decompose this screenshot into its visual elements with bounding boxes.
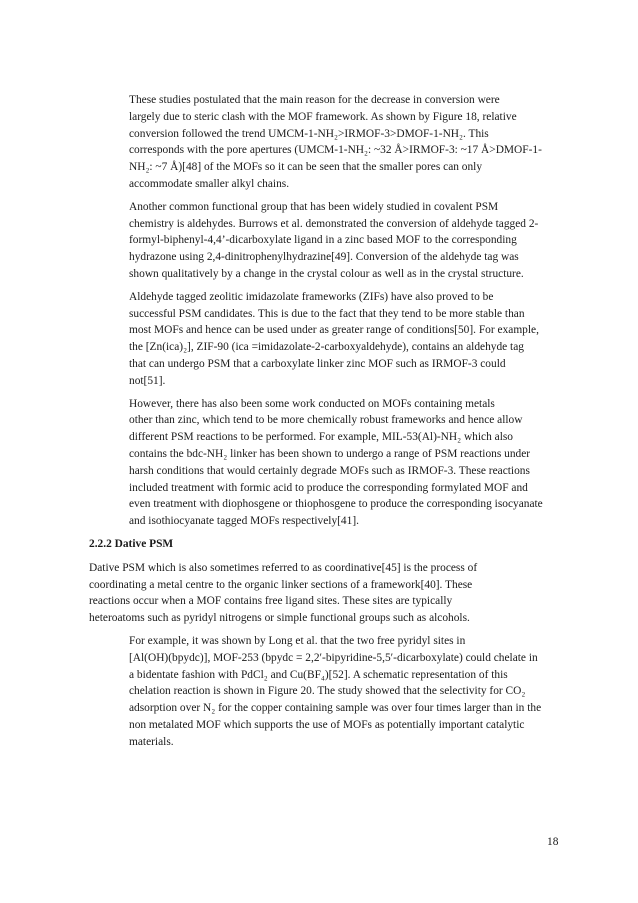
text-line: Dative PSM which is also sometimes referred to as coordinative[45] is the process of — [89, 561, 478, 574]
text-line: However, there has also been some work conducted on MOFs containing metals — [129, 397, 495, 410]
text-line: contains the bdc-NH₂ linker has been shown to undergo a range of PSM reactions under — [129, 447, 531, 460]
text-line: and isothiocyanate tagged MOFs respectively[41]. — [129, 515, 359, 528]
text-line: hydrazone using 2,4-dinitrophenylhydrazine[49]. Conversion of the aldehyde tag was — [129, 251, 519, 264]
text-line: chemistry is aldehydes. Burrows et al. demonstrated the conversion of aldehyde tagged 2- — [129, 217, 539, 230]
text-line: a bidentate fashion with PdCl₂ and Cu(BF₄)[52]. A schematic representation of this — [129, 668, 508, 681]
text-line: chelation reaction is shown in Figure 20. The study showed that the selectivity for CO₂ — [129, 685, 526, 698]
text-line: coordinating a metal centre to the organic linker sections of a framework[40]. These — [89, 578, 473, 591]
text-line: most MOFs and hence can be used under as greater range of conditions[50]. For example, — [129, 324, 539, 337]
text-line: Aldehyde tagged zeolitic imidazolate frameworks (ZIFs) have also proved to be — [129, 290, 494, 303]
page-content — [89, 92, 559, 756]
paragraph-zifs — [89, 289, 559, 390]
text-line: the [Zn(ica)₂], ZIF-90 (ica =imidazolate-2-carboxyaldehyde), contains an aldehyde tag — [129, 341, 524, 354]
text-line: different PSM reactions to be performed. For example, MIL-53(Al)-NH₂ which also — [129, 431, 513, 444]
text-line: Another common functional group that has been widely studied in covalent PSM — [129, 200, 499, 213]
text-line: reactions occur when a MOF contains free ligand sites. These sites are typically — [89, 595, 453, 608]
text-line: heteroatoms such as pyridyl nitrogens or simple functional groups such as alcohols. — [89, 612, 470, 625]
text-line: accommodate smaller alkyl chains. — [129, 177, 290, 190]
text-line: materials. — [129, 735, 174, 748]
text-line: [Al(OH)(bpydc)], MOF-253 (bpydc = 2,2′-bipyridine-5,5′-dicarboxylate) could chelate in — [129, 651, 538, 664]
paragraph-dative-psm — [89, 560, 559, 627]
section-heading: 2.2.2 Dative PSM — [89, 537, 174, 550]
text-line: NH₂: ~7 Å)[48] of the MOFs so it can be seen that the smaller pores can only — [129, 161, 483, 174]
text-line: conversion followed the trend UMCM-1-NH₂>IRMOF-3>DMOF-1-NH₂. This — [129, 127, 489, 140]
text-line: included treatment with formic acid to produce the corresponding formylated MOF and — [129, 481, 528, 494]
text-line: shown qualitatively by a change in the crystal colour as well as in the crystal structure. — [129, 267, 524, 280]
text-line: not[51]. — [129, 374, 166, 387]
paragraph-steric-clash — [89, 92, 559, 193]
page-number: 18 — [547, 836, 559, 848]
text-line: non metalated MOF which supports the use of MOFs as potentially important catalytic — [129, 718, 525, 731]
text-line: even treatment with diophosgene or thiophosgene to produce the corresponding isocyanate — [129, 498, 543, 511]
text-line: adsorption over N₂ for the copper containing sample was over four times larger than in the — [129, 702, 542, 715]
text-line: successful PSM candidates. This is due to the fact that they tend to be more stable than — [129, 307, 525, 320]
paragraph-other-metals — [89, 396, 559, 530]
text-line: largely due to steric clash with the MOF framework. As shown by Figure 18, relative — [129, 110, 517, 123]
text-line: corresponds with the pore apertures (UMCM-1-NH₂: ~32 Å>IRMOF-3: ~17 Å>DMOF-1- — [129, 144, 542, 157]
text-line: These studies postulated that the main reason for the decrease in conversion were — [129, 94, 500, 106]
paragraph-long-example — [89, 633, 559, 751]
text-line: For example, it was shown by Long et al. that the two free pyridyl sites in — [129, 634, 466, 647]
text-line: formyl-biphenyl-4,4’-dicarboxylate ligand in a zinc based MOF to the corresponding — [129, 234, 517, 247]
text-line: other than zinc, which tend to be more chemically robust frameworks and hence allow — [129, 414, 523, 427]
text-line: harsh conditions that would certainly degrade MOFs such as IRMOF-3. These reactions — [129, 464, 530, 477]
text-line: that can undergo PSM that a carboxylate linker zinc MOF such as IRMOF-3 could — [129, 357, 506, 370]
paragraph-aldehydes — [89, 199, 559, 283]
